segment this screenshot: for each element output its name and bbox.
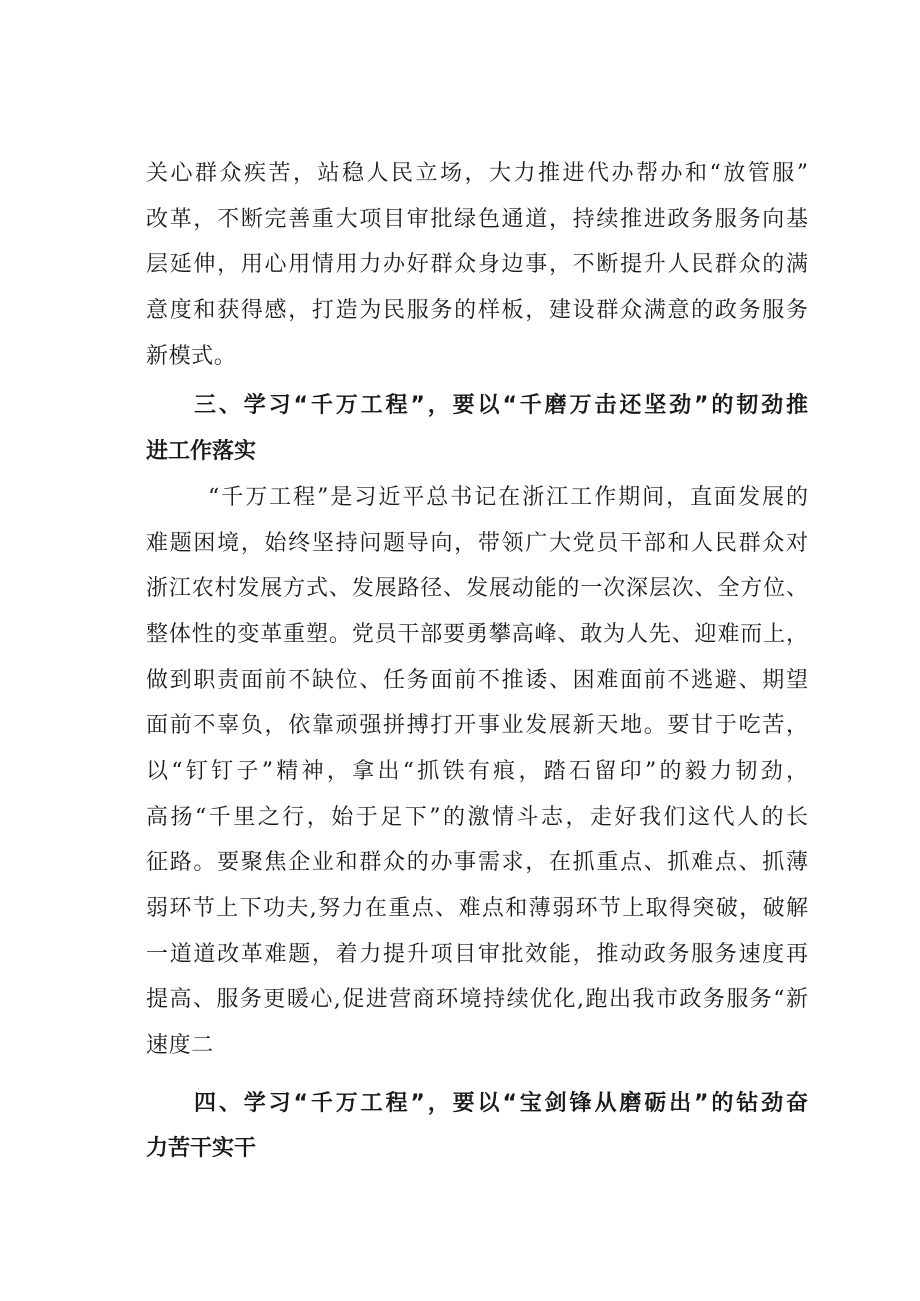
paragraph-body — [146, 475, 808, 1069]
paragraph-line: 征路。要聚焦企业和群众的办事需求，在抓重点、抓难点、抓薄 — [146, 850, 808, 876]
paragraph-line: 难题困境，始终坚持问题导向，带领广大党员干部和人民群众对 — [146, 530, 808, 556]
paragraph-line: 做到职责面前不缺位、任务面前不推诿、困难面前不逃避、期望 — [146, 667, 808, 693]
document-body — [146, 151, 808, 1172]
paragraph-line: 层延伸，用心用情用力办好群众身边事，不断提升人民群众的满 — [146, 252, 808, 278]
paragraph-line: 速度二 — [146, 1033, 214, 1059]
paragraph-line: 以“钉钉子”精神，拿出“抓铁有痕，踏石留印”的毅力韧劲， — [146, 758, 808, 784]
section-heading-4 — [146, 1081, 808, 1172]
paragraph-line: 浙江农村发展方式、发展路径、发展动能的一次深层次、全方位、 — [146, 576, 808, 602]
paragraph-line: 提高、服务更暖心,促进营商环境持续优化,跑出我市政务服务“新 — [146, 987, 808, 1013]
paragraph-line: 意度和获得感，打造为民服务的样板，建设群众满意的政务服务 — [146, 298, 808, 324]
heading-line: 力苦干实干 — [146, 1136, 257, 1162]
section-heading-3 — [146, 383, 808, 474]
paragraph-line: 高扬“千里之行，始于足下”的激情斗志，走好我们这代人的长 — [146, 804, 808, 830]
heading-line: 三、学习“千万工程”，要以“千磨万击还坚劲”的韧劲推 — [194, 393, 808, 419]
heading-line: 进工作落实 — [146, 439, 257, 465]
paragraph-line: 弱环节上下功夫,努力在重点、难点和薄弱环节上取得突破，破解 — [146, 896, 808, 921]
paragraph-continuation — [146, 151, 808, 379]
heading-line: 四、学习“千万工程”，要以“宝剑锋从磨砺出”的钻劲奋 — [194, 1090, 808, 1116]
paragraph-line: “千万工程”是习近平总书记在浙江工作期间，直面发展的 — [208, 484, 808, 510]
paragraph-line: 改革，不断完善重大项目审批绿色通道，持续推进政务服务向基 — [146, 206, 808, 232]
paragraph-line: 一道道改革难题，着力提升项目审批效能，推动政务服务速度再 — [146, 941, 808, 967]
paragraph-line: 面前不辜负，依靠顽强拼搏打开事业发展新天地。要甘于吃苦， — [146, 713, 808, 739]
paragraph-line: 关心群众疾苦，站稳人民立场，大力推进代办帮办和“放管服” — [146, 161, 808, 186]
paragraph-line: 新模式。 — [146, 343, 237, 369]
paragraph-line: 整体性的变革重塑。党员干部要勇攀高峰、敢为人先、迎难而上， — [146, 621, 808, 647]
